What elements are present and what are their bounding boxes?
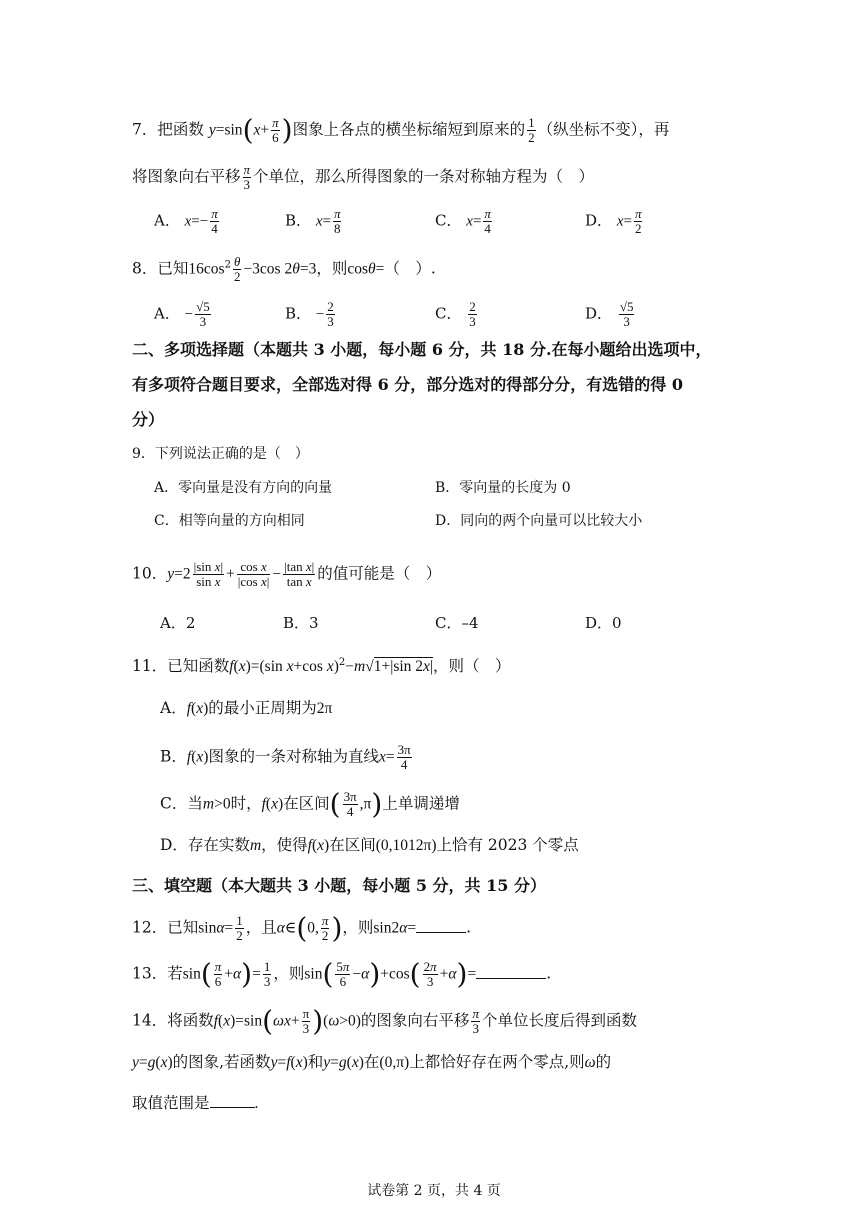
q7-option-a: A． x=− $\frac{\pi}{4}$: [154, 206, 218, 236]
q7-text: 图象上各点的横坐标缩短到原来的: [292, 120, 526, 139]
q7-text: 把函数: [157, 120, 204, 139]
q8-option-b: B． − $\frac{2}{3}$: [285, 299, 334, 329]
q7-option-d: D． x= $\frac{\pi}{2}$: [585, 206, 642, 236]
q11-option-c: C．当m>0时，f(x)在区间( $\frac{3\pi}{4}$ ,π)上单调递增: [160, 787, 460, 821]
q7-text: 将图象向右平移: [132, 167, 241, 186]
q9-option-a: A．零向量是没有方向的向量: [154, 480, 333, 496]
q11-option-d: D．存在实数m，使得f(x)在区间(0,1012π)上恰有 2023 个零点: [160, 836, 579, 854]
q10-option-a: A．2: [160, 614, 196, 632]
q11-option-b: B．f(x)图象的一条对称轴为直线x= $\frac{3\pi}{4}$: [160, 742, 411, 772]
q10-option-d: D．0: [585, 614, 622, 632]
math: y: [208, 121, 216, 139]
answer-blank: [210, 1093, 255, 1108]
q8-option-c: C． $\frac{2}{3}$: [435, 299, 476, 329]
q14-line2: y=g(x)的图象,若函数y=f(x)和y=g(x)在(0,π)上都恰好存在两个零点,则ω的: [132, 1053, 612, 1071]
q7-number: 7．: [132, 120, 158, 139]
q9-option-d: D．同向的两个向量可以比较大小: [435, 513, 643, 529]
frac: $\frac{\pi}{6}$: [272, 115, 279, 145]
q11-stem: 11．已知函数f(x)=(sin x+cos x)$^2$−m√1+|sin 2x|，则（ ）: [132, 657, 511, 676]
q8-line: 8．已知$16\cos^2$ $\frac{\theta}{2}$ −3cos 2θ=3，则cosθ=（ ）.: [132, 254, 436, 284]
answer-blank: [416, 918, 466, 933]
q9-stem: 9．下列说法正确的是（ ）: [132, 446, 309, 462]
q9-option-b: B．零向量的长度为 0: [435, 480, 571, 496]
q14-line3: 取值范围是 .: [132, 1094, 259, 1112]
q7-text: （纵坐标不变），再: [537, 120, 670, 139]
q10-line: 10．y=2 $\frac{\text{|sin x|}}{\text{sin x}}$ + $\frac{\text{cos x}}{\text{|cos x|}}$ − $\frac{\text{|tan x|}}{\text{tan x}}$ 的值可能是（ ）: [132, 559, 442, 589]
q7-text: 个单位，那么所得图象的一条对称轴方程为（ ）: [253, 167, 595, 186]
section-2-heading: 二、多项选择题（本题共 3 小题，每小题 6 分，共 18 分.在每小题给出选项中，: [132, 340, 712, 359]
q7-option-c: C． x= $\frac{\pi}{4}$: [435, 206, 491, 236]
q14-line1: 14．将函数f(x)=sin(ωx+ $\frac{\pi}{3}$ )(ω>0)的图象向右平移 $\frac{\pi}{3}$ 个单位长度后得到函数: [132, 1004, 637, 1038]
q11-option-a: A．f(x)的最小正周期为2π: [160, 699, 333, 717]
section-2-heading: 分）: [132, 410, 165, 429]
q10-option-c: C．–4: [435, 614, 479, 632]
section-2-heading: 有多项符合题目要求，全部选对得 6 分，部分选对的得部分分，有选错的得 0: [132, 375, 683, 394]
q7-option-b: B． x= $\frac{\pi}{8}$: [285, 206, 341, 236]
section-3-heading: 三、填空题（本大题共 3 小题，每小题 5 分，共 15 分）: [132, 876, 546, 895]
answer-blank: [476, 964, 546, 979]
q8-option-a: A． − $\frac{√5}{3}$: [154, 299, 210, 329]
q7-line2: [132, 163, 594, 192]
q7-line1: 7．把函数 y=sin(x+ $\frac{\pi}{6}$ )图象上各点的横坐标缩短到原来的 $\frac{1}{2}$ （纵坐标不变），再: [132, 113, 670, 147]
q12-line: 12．已知sinα= $\frac{1}{2}$ ，且α∈(0, $\frac{\pi}{2}$ )，则sin2α= .: [132, 911, 472, 945]
q9-option-c: C．相等向量的方向相同: [154, 513, 305, 529]
q10-option-b: B．3: [283, 614, 319, 632]
frac: $\frac{\pi}{3}$: [243, 162, 251, 192]
frac: $\frac{1}{2}$: [528, 115, 535, 145]
q13-line: 13．若sin( $\frac{\pi}{6}$ +α)= $\frac{1}{3}$ ，则sin( $\frac{5\pi}{6}$ −α)+cos( $\frac{2\pi}{3}$ +α)= .: [132, 957, 552, 991]
page-footer: 试卷第 2 页，共 4 页: [367, 1183, 501, 1199]
q8-option-d: D． $\frac{√5}{3}$: [585, 299, 634, 329]
